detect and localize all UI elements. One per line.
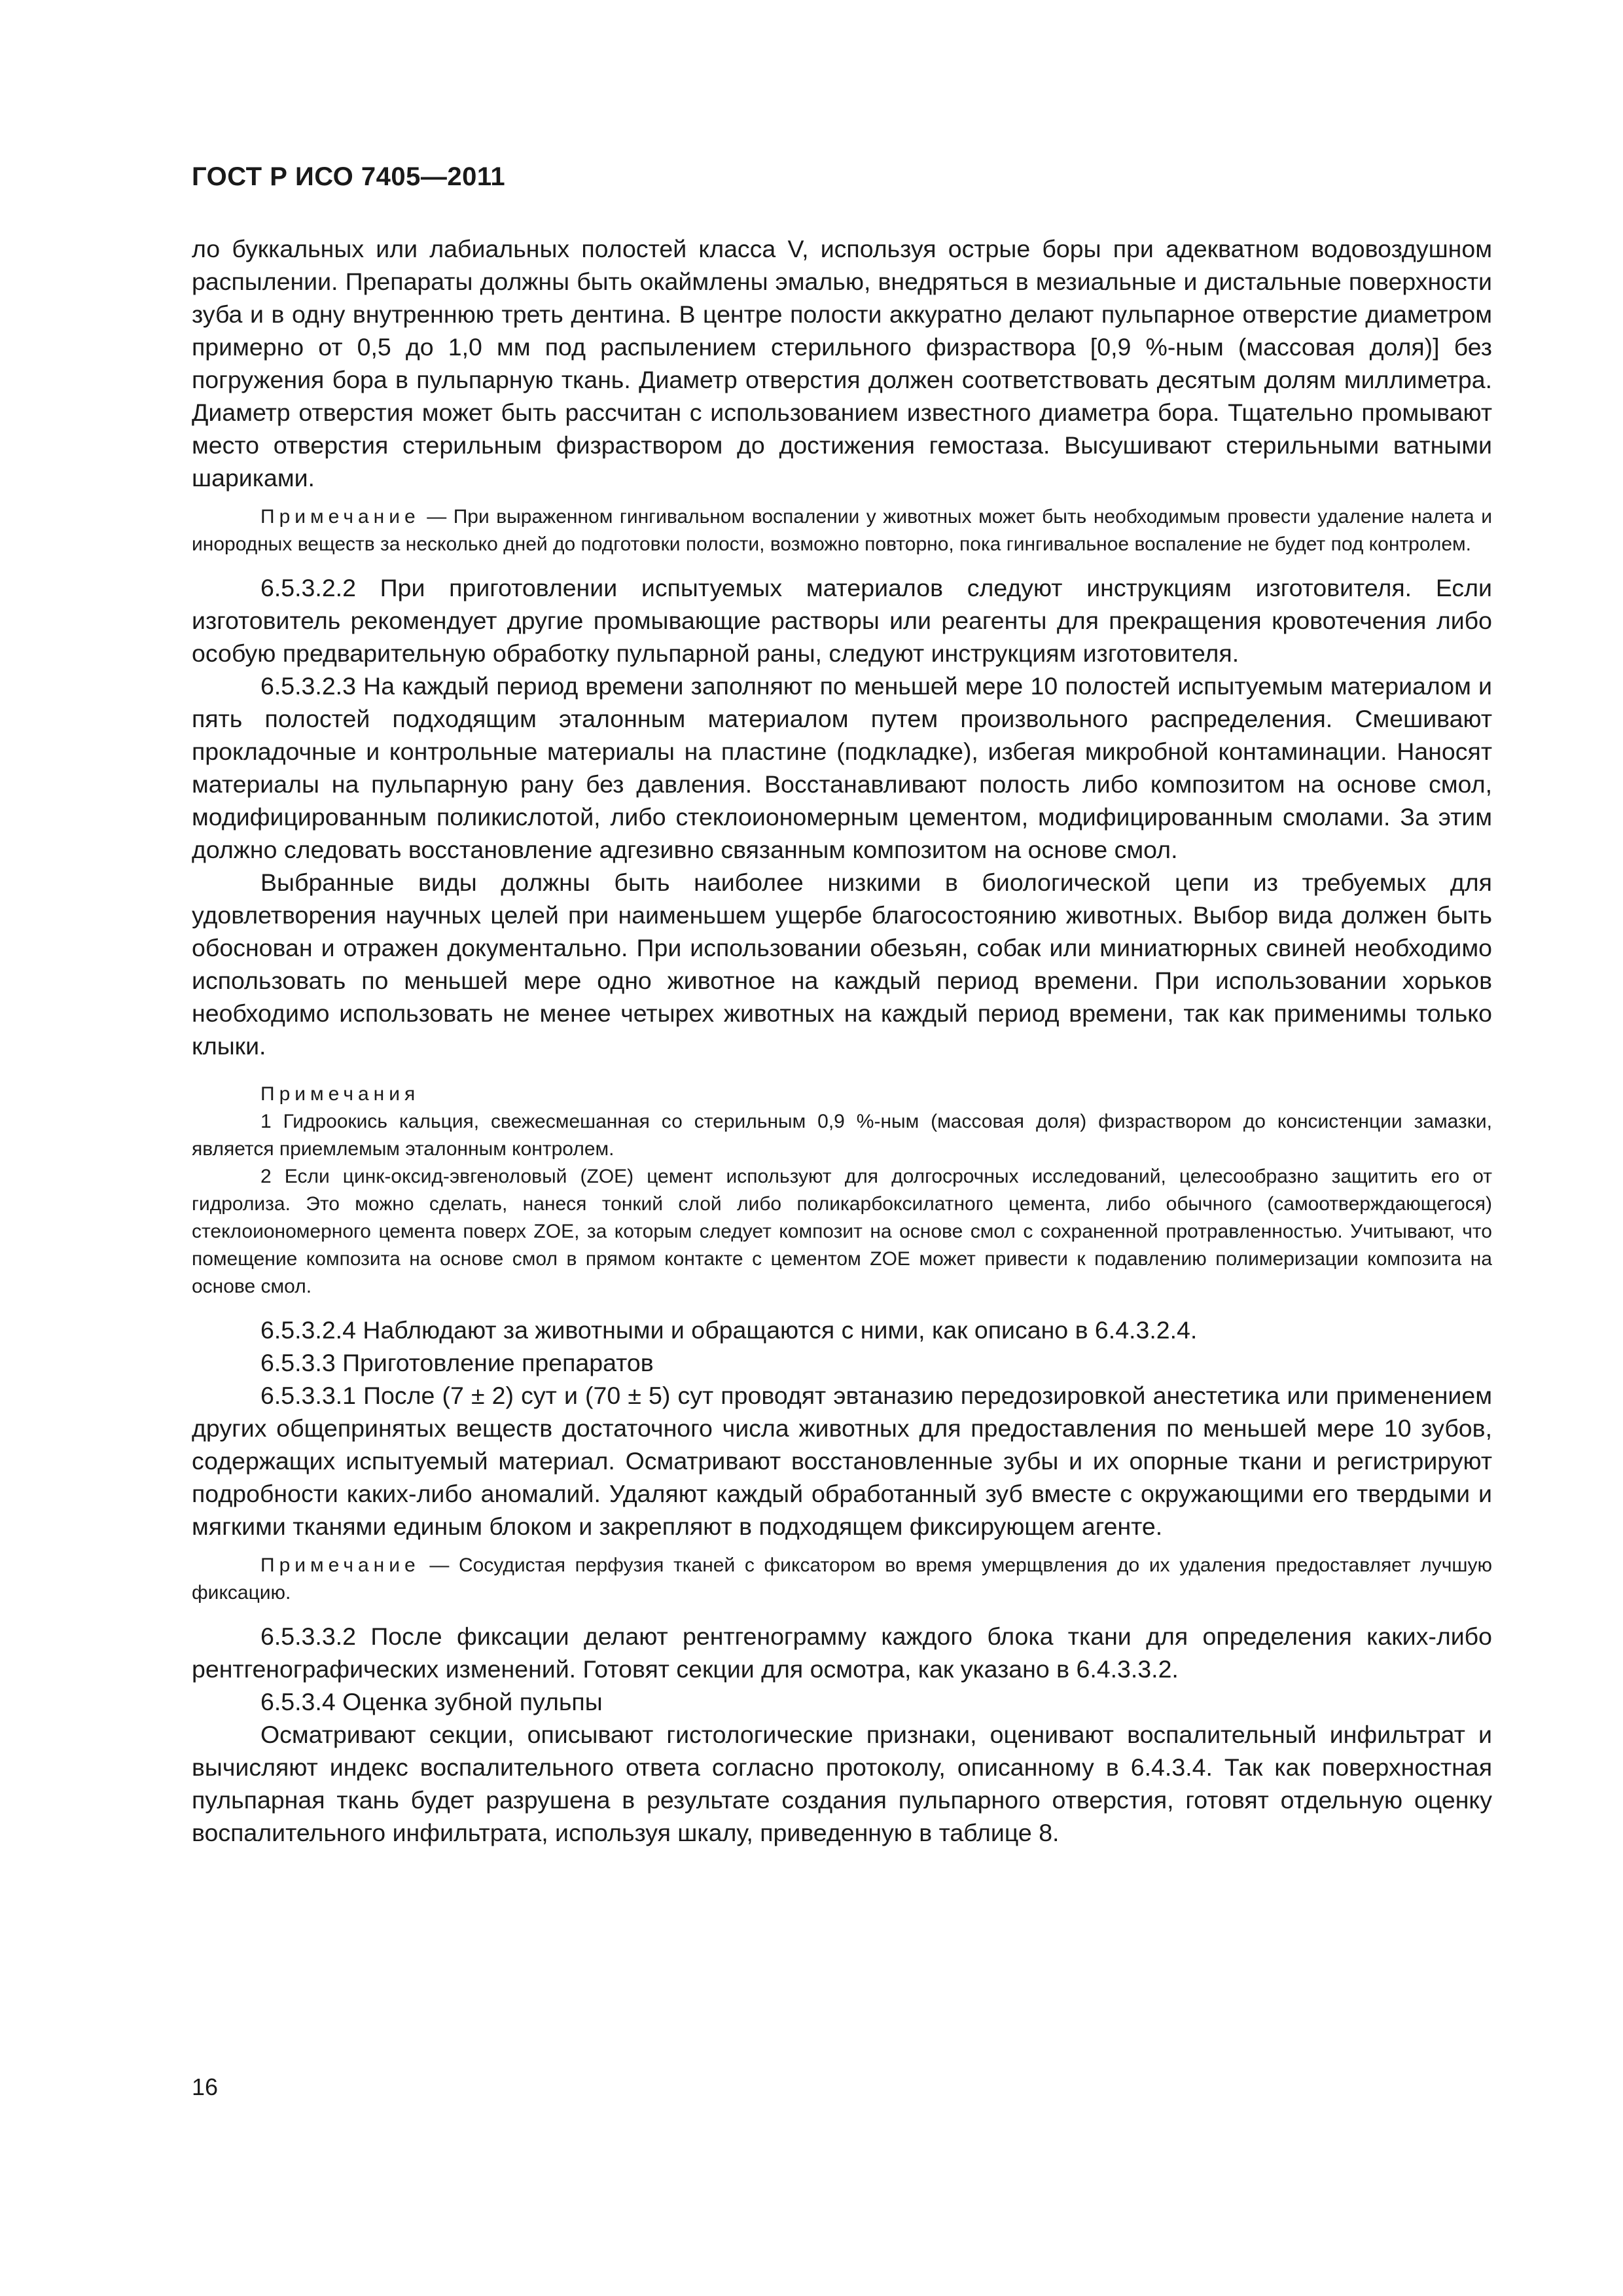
section-heading-6-5-3-3: 6.5.3.3 Приготовление препаратов [260,1349,654,1376]
paragraph-6-5-3-3-1: 6.5.3.3.1 После (7 ± 2) сут и (70 ± 5) сут проводят эвтаназию передозировкой анестетика или применением других общепринятых веществ достаточного числа животных для предоставления по меньшей мере 10 зубов, содержащих испытуемый материал. Осматривают восстановленные зубы и их опорные ткани и регистрируют подробности каких-либо аномалий. Удаляют каждый обработанный зуб вместе с окружающими его твердыми и мягкими тканями единым блоком и закрепляют в подходящем фиксирующем агенте. [192,1382,1492,1540]
note-item-1: 1 Гидроокись кальция, свежесмешанная со стерильным 0,9 %-ным (массовая доля) физраствором до консистенции замазки, является приемлемым эталонным контролем. [192,1111,1492,1160]
note-perfusion [192,1552,1492,1607]
paragraph-species-selection: Выбранные виды должны быть наиболее низкими в биологической цепи из требуемых для удовлетворения научных целей при наименьшем ущербе благосостоянию животных. Выбор вида должен быть обоснован и отражен документально. При использовании обезьян, собак или миниатюрных свиней необходимо использовать по меньшей мере одно животное на каждый период времени. При использовании хорьков необходимо использовать не менее четырех животных на каждый период времени, так как применимы только клыки. [192,869,1492,1060]
paragraph-continuation: ло буккальных или лабиальных полостей класса V, используя острые боры при адекватном водовоздушном распылении. Препараты должны быть окаймлены эмалью, внедряться в мезиальные и дистальные поверхности зуба и в одну внутреннюю треть дентина. В центре полости аккуратно делают пульпарное отверстие диаметром примерно от 0,5 до 1,0 мм под распылением стерильного физраствора [0,9 %-ным (массовая доля)] без погружения бора в пульпарную ткань. Диаметр отверстия должен соответствовать десятым долям миллиметра. Диаметр отверстия может быть рассчитан с использованием известного диаметра бора. Тщательно промывают место отверстия стерильным физраствором до достижения гемостаза. Высушивают стерильными ватными шариками. [192,235,1492,492]
paragraph-6-5-3-3-2: 6.5.3.3.2 После фиксации делают рентгенограмму каждого блока ткани для определения каких-либо рентгенографических изменений. Готовят секции для осмотра, как указано в 6.4.3.3.2. [192,1623,1492,1683]
document-header: ГОСТ Р ИСО 7405—2011 [192,162,506,191]
notes-label: Примечания [260,1083,420,1105]
paragraph-6-5-3-2-4: 6.5.3.2.4 Наблюдают за животными и обращаются с ними, как описано в 6.4.3.2.4. [260,1316,1198,1344]
paragraph-6-5-3-2-2: 6.5.3.2.2 При приготовлении испытуемых материалов следуют инструкциям изготовителя. Если изготовитель рекомендует другие промывающие растворы или реагенты для прекращения кровотечения либо особую предварительную обработку пульпарной раны, следуют инструкциям изготовителя. [192,574,1492,667]
document-body [192,232,1492,1849]
page-number: 16 [192,2073,219,2100]
note-item-2: 2 Если цинк-оксид-эвгеноловый (ZOE) цемент используют для долгосрочных исследований, целесообразно защитить его от гидролиза. Это можно сделать, нанеся тонкий слой либо поликарбоксилатного цемента, либо обычного (самоотверждающегося) стеклоиономерного цемента поверх ZOE, за которым следует композит на основе смол с сохраненной протравленностью. Учитывают, что помещение композита на основе смол в прямом контакте с цементом ZOE может привести к подавлению полимеризации композита на основе смол. [192,1166,1492,1297]
paragraph-pulp-assessment: Осматривают секции, описывают гистологические признаки, оценивают воспалительный инфильтрат и вычисляют индекс воспалительного ответа согласно протоколу, описанному в 6.4.3.4. Так как поверхностная пульпарная ткань будет разрушена в результате создания пульпарного отверстия, готовят отдельную оценку воспалительного инфильтрата, используя шкалу, приведенную в таблице 8. [192,1721,1492,1846]
note-text: — При выраженном гингивальном воспалении у животных может быть необходимым провести удаление налета и инородных веществ за несколько дней до подготовки полости, возможно повторно, пока гингивальное воспаление не будет под контролем. [192,506,1492,555]
note-label: Примечание [260,1554,420,1576]
notes-heading [192,1081,1492,1108]
note-text: — Сосудистая перфузия тканей с фиксатором во время умерщвления до их удаления предоставляет лучшую фиксацию. [192,1554,1492,1604]
section-heading-6-5-3-4: 6.5.3.4 Оценка зубной пульпы [260,1688,603,1715]
note-gingival [192,503,1492,558]
paragraph-6-5-3-2-3: 6.5.3.2.3 На каждый период времени заполняют по меньшей мере 10 полостей испытуемым материалом и пять полостей подходящим эталонным материалом путем произвольного распределения. Смешивают прокладочные и контрольные материалы на пластине (подкладке), избегая микробной контаминации. Наносят материалы на пульпарную рану без давления. Восстанавливают полость либо композитом на основе смол, модифицированным поликислотой, либо стеклоиономерным цементом, модифицированным смолами. За этим должно следовать восстановление адгезивно связанным композитом на основе смол. [192,672,1492,863]
note-label: Примечание [260,506,420,528]
